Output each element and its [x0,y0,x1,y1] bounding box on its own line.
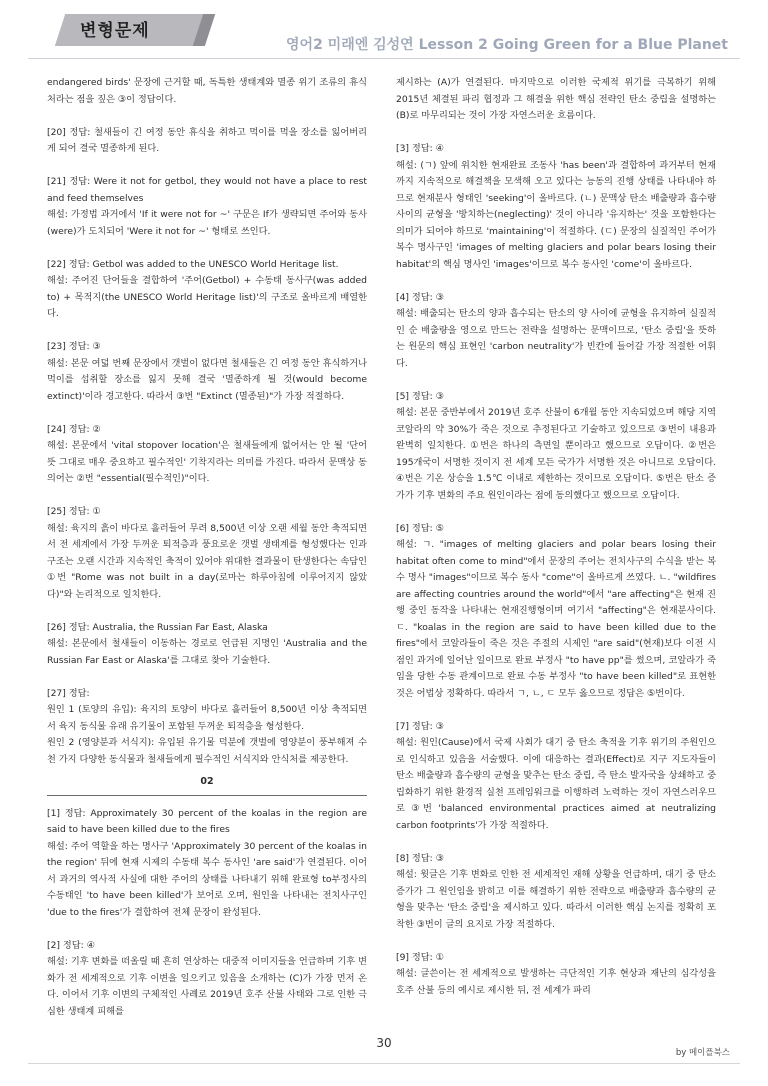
header-title: 영어2 미래엔 김성연 Lesson 2 Going Green for a Blue Planet [286,37,728,53]
answer-text: [20] 정답: 철새들이 긴 여정 동안 휴식을 취하고 먹이를 먹을 장소를 잃어버리게 되어 결국 멸종하게 된다. [47,126,367,154]
answer-text: [26] 정답: Australia, the Russian Far East, Alaska 해설: 본문에서 철새들이 이동하는 경로로 언급된 지명인 'Australia and the Russian Far East or Alaska'를 그대로 찾아 기술한다. [47,621,367,666]
answer-section [47,257,367,323]
answer-section [396,75,716,125]
answer-text: [2] 정답: ④ 해설: 기후 변화를 떠올릴 때 흔히 연상하는 대중적 이미지들을 언급하며 기후 변화가 전 세계적으로 기후 이변을 일으키고 있음을 소개하는 (C)가 가장 먼저 온다. 이어서 기후 이변의 구체적인 사례로 2019년 호주 산불 사태와 그로 인한 극심한 생태계 피해를 [47,939,367,1017]
answer-text: [8] 정답: ③ 해설: 윗글은 기후 변화로 인한 전 세계적인 재해 상황을 언급하며, 대기 중 탄소 증가가 그 원인임을 밝히고 이를 해결하기 위한 전략으로 배출량과 흡수량의 균형을 맞추는 '탄소 중립'을 제시하고 있다. 따라서 이러한 핵심 논지를 정확히 포착한 ③번이 글의 요지로 가장 적절하다. [396,852,716,930]
answer-text: endangered birds' 문장에 근거할 때, 독특한 생태계와 멸종 위기 조류의 휴식처라는 점을 짚은 ③이 정답이다. [47,77,367,105]
page-header [0,0,768,70]
answer-text: [3] 정답: ④ 해설: (ㄱ) 앞에 위치한 현재완료 조동사 'has been'과 결합하여 과거부터 현재까지 지속적으로 해결책을 모색해 오고 있다는 능동의 진행 상태를 나타내야 하므로 현재분사 형태인 'seeking'이 올바르다. (ㄴ) 문맥상 탄소 배출량과 흡수량 사이의 균형을 '방치하는(neglecting)' 것이 아니라 '유지하는' 것을 포함한다는 의미가 되어야 하므로 'maintaining'이 적절하다. (ㄷ) 문장의 실질적인 주어가 복수 명사구인 'images of melting glaciers and polar bears losing their habitat'의 핵심 명사인 'images'이므로 복수 동사인 'come'이 올바르다. [396,143,716,270]
answer-section [396,719,716,835]
answer-text: [22] 정답: Getbol was added to the UNESCO World Heritage list. 해설: 주어진 단어들을 결합하여 '주어(Getbol) + 수동태 동사구(was added to) + 목적지(the UNESCO World Heritage list)'의 구조로 올바르게 배열한다. [47,258,367,319]
answer-section [47,806,367,922]
answer-section [396,851,716,934]
answer-text: [25] 정답: ① 해설: 육지의 흙이 바다로 흘러들어 무려 8,500년 이상 오랜 세월 동안 축적되면서 전 세계에서 가장 두꺼운 퇴적층과 풍요로운 갯벌 생태계를 형성했다는 인과 구조는 오랜 시간과 지속적인 축적이 있어야 위대한 결과물이 탄생한다는 속담인 ①번 "Rome was not built in a day(로마는 하루아침에 이루어지지 않았다)"와 논리적으로 일치한다. [47,506,367,600]
answer-text: [24] 정답: ② 해설: 본문에서 'vital stopover location'은 철새들에게 없어서는 안 될 '단어 뜻 그대로 매우 중요하고 필수적인' 기착지라는 의미를 가진다. 따라서 문맥상 동의어는 ②번 "essential(필수적인)"이다. [47,423,367,484]
answer-text: [1] 정답: Approximately 30 percent of the koalas in the region are said to have been killed due to the fires 해설: 주어 역할을 하는 명사구 'Approximately 30 percent of the koalas in the region' 뒤에 현재 시제의 수동태 복수 동사인 'are said'가 연결된다. 이어서 과거의 역사적 사실에 대한 주어의 상태를 나타내기 위해 완료형 to부정사의 수동태인 'to have been killed'가 보어로 오며, 원인을 나타내는 전치사구인 'due to the fires'가 결합하여 전체 문장이 완성된다. [47,807,367,918]
answer-text: [27] 정답: 원인 1 (토양의 유입): 육지의 토양이 바다로 흘러들어 8,500년 이상 축적되면서 육지 동식물 유래 유기물이 포함된 두꺼운 퇴적층을 형성한다. 원인 2 (영양분과 서식지): 유입된 유기물 덕분에 갯벌에 영양분이 풍부해져 수천 가지 다양한 동식물과 철새들에게 필수적인 서식지와 안식처를 제공한다. [47,687,367,765]
page-number: 30 [376,1036,392,1050]
header-badge-label: 변형문제 [80,21,150,41]
answer-section [47,125,367,158]
answer-section [47,339,367,405]
publisher-brand: by 메이플북스 [675,1048,730,1058]
answer-section [47,686,367,769]
answer-text: [4] 정답: ③ 해설: 배출되는 탄소의 양과 흡수되는 탄소의 양 사이에 균형을 유지하여 실질적인 순 배출량을 영으로 만드는 전략을 설명하는 문맥이므로, '탄소 중립'을 뜻하는 원문의 핵심 표현인 'carbon neutrality'가 빈칸에 들어갈 가장 적절한 어휘다. [396,291,716,369]
answer-text: [5] 정답: ③ 해설: 본문 중반부에서 2019년 호주 산불이 6개월 동안 지속되었으며 해당 지역 코알라의 약 30%가 죽은 것으로 추정된다고 기술하고 있으므로 ③번이 내용과 완벽히 일치한다. ①번은 하나의 측면일 뿐이라고 했으므로 오답이다. ②번은 195개국이 서명한 것이지 전 세계 모든 국가가 서명한 것은 아니므로 오답이다. ④번은 기온 상승을 1.5℃ 이내로 제한하는 것이므로 오답이다. ⑤번은 탄소 증가가 기후 변화의 주요 원인이라는 점에 동의했다고 했으므로 오답이다. [396,390,716,501]
answer-section [396,141,716,273]
answer-section [47,174,367,240]
header-divider [28,58,740,59]
answer-section [47,620,367,670]
answer-text: 제시하는 (A)가 연결된다. 마지막으로 이러한 국제적 위기를 극복하기 위해 2015년 체결된 파리 협정과 그 해결을 위한 핵심 전략인 탄소 중립을 설명하는 (B)로 마무리되는 것이 가장 자연스러운 흐름이다. [396,77,716,121]
answer-text: [6] 정답: ⑤ 해설: ㄱ. "images of melting glaciers and polar bears losing their habitat often come to mind"에서 문장의 주어는 전치사구의 수식을 받는 복수 명사 "images"이므로 복수 동사 "come"이 올바르게 쓰였다. ㄴ. "wildfires are affecting countries around the world"에서 "are affecting"은 현재 진행 중인 동작을 나타내는 현재진행형이며 여기서 "affecting"은 현재분사이다. ㄷ. "koalas in the region are said to have been killed due to the fires"에서 코알라들이 죽은 것은 주절의 시제인 "are said"(현재)보다 이전 시점인 과거에 일어난 일이므로 완료 부정사 "to have pp"를 썼으며, 코알라가 죽임을 당한 수동 관계이므로 완료 수동 부정사 "to have been killed"로 표현한 것은 어법상 정확하다. 따라서 ㄱ, ㄴ, ㄷ 모두 옳으므로 정답은 ⑤번이다. [396,522,716,699]
answer-section [396,389,716,505]
answer-text: [7] 정답: ③ 해설: 원인(Cause)에서 국제 사회가 대기 중 탄소 축적을 기후 위기의 주원인으로 인식하고 있음을 서술했다. 이에 대응하는 결과(Effect)로 지구 지도자들이 탄소 배출량과 흡수량의 균형을 맞추는 탄소 중립, 즉 탄소 발자국을 상쇄하고 중립화하기 위한 환경적 실천 프레임워크를 이행하려 노력하는 것이 자연스러우므로 ③번 'balanced environmental practices aimed at neutralizing carbon footprints'가 가장 적절하다. [396,720,716,831]
answer-section [47,75,367,108]
answer-section [396,950,716,1000]
section-divider [47,795,367,796]
answer-section [47,504,367,603]
footer-divider [28,1063,740,1064]
answer-text: [21] 정답: Were it not for getbol, they would not have a place to rest and feed themselves 해설: 가정법 과거에서 'If it were not for ~' 구문은 If가 생략되면 주어와 동사(were)가 도치되어 'Were it not for ~' 형태로 쓰인다. [47,176,367,237]
right-column [396,75,716,1016]
left-column [47,75,367,1037]
answer-section [396,290,716,373]
answer-text: [9] 정답: ① 해설: 글쓴이는 전 세계적으로 발생하는 극단적인 기후 현상과 재난의 심각성을 호주 산불 등의 예시로 제시한 뒤, 전 세계가 파리 [396,951,716,996]
answer-section [47,422,367,488]
answer-section [47,938,367,1021]
answer-section [396,521,716,703]
answer-text: [23] 정답: ③ 해설: 본문 여덟 번째 문장에서 갯벌이 없다면 철새들은 긴 여정 동안 휴식하거나 먹이를 섭취할 장소를 잃지 못해 결국 '멸종하게 될 것(would become extinct)'이라 경고한다. 따라서 ③번 "Extinct (멸종된)"가 가장 적절하다. [47,341,367,402]
section-number: 02 [200,776,214,787]
